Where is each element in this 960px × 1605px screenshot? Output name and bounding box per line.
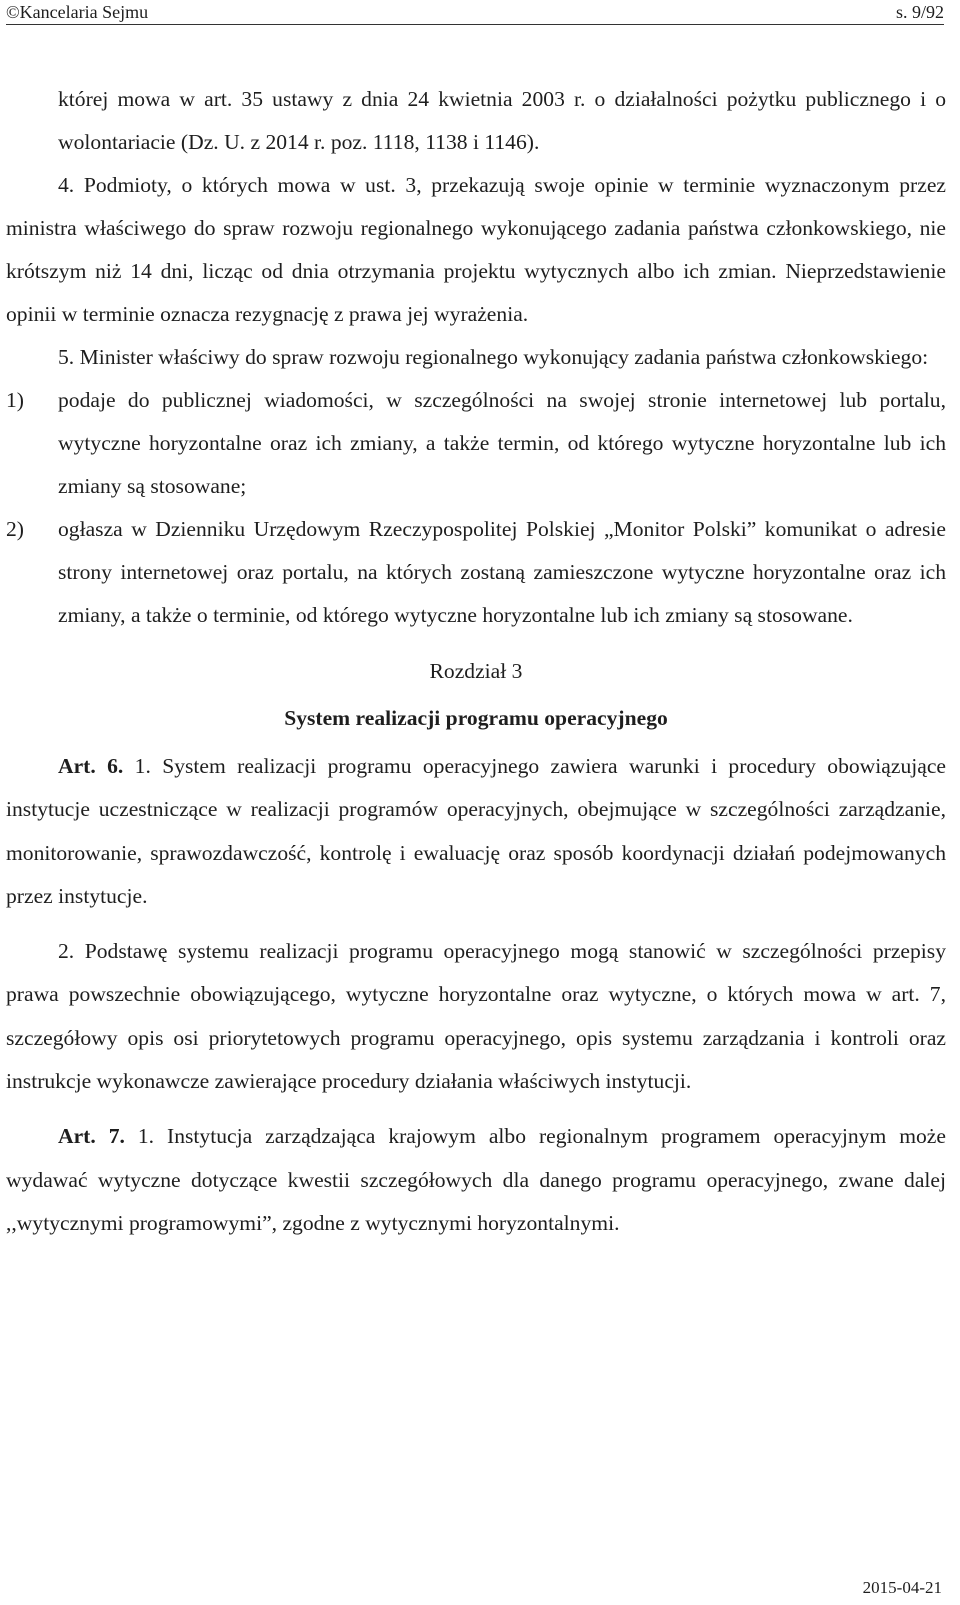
article-6-paragraph-2: 2. Podstawę systemu realizacji programu operacyjnego mogą stanowić w szczególności przepisy prawa powszechnie obowiązującego, wytyczne horyzontalne oraz wytyczne, o których mowa w art. 7, szczegółowy opis osi priorytetowych programu operacyjnego, opis systemu zarządzania i kontroli oraz instrukcje wykonawcze zawierające procedury działania właściwych instytucji. [6,939,946,1094]
paragraph-continuation: której mowa w art. 35 ustawy z dnia 24 kwietnia 2003 r. o działalności pożytku publicznego i o wolontariacie (Dz. U. z 2014 r. poz. 1118, 1138 i 1146). [58,87,946,154]
header-source: ©Kancelaria Sejmu [6,2,149,22]
article-7-paragraph-1 [6,1115,946,1245]
list-item [6,379,946,508]
article-7-text-1: 1. Instytucja zarządzająca krajowym albo regionalnym programem operacyjnym może wydawać wytyczne dotyczące kwestii szczegółowych dla danego programu operacyjnego, zwane dalej ,,wytycznymi programowymi”, zgodne z wytycznymi horyzontalnymi. [6,1124,946,1235]
footer-date: 2015-04-21 [862,1578,942,1597]
paragraph-4: 4. Podmioty, o których mowa w ust. 3, przekazują swoje opinie w terminie wyznaczonym przez ministra właściwego do spraw rozwoju regionalnego wykonującego zadania państwa członkowskiego, nie krótszym niż 14 dni, licząc od dnia otrzymania projektu wytycznych albo ich zmian. Nieprzedstawienie opinii w terminie oznacza rezygnację z prawa jej wyrażenia. [6,173,946,326]
article-7-heading: Art. 7. [58,1124,125,1149]
document-body [6,78,946,1245]
list-text: ogłasza w Dzienniku Urzędowym Rzeczypospolitej Polskiej „Monitor Polski” komunikat o adresie strony internetowej oraz portalu, na których zostaną zamieszczone wytyczne horyzontalne oraz ich zmiany, a także o terminie, od którego wytyczne horyzontalne lub ich zmiany są stosowane. [58,517,946,627]
list-text: podaje do publicznej wiadomości, w szczególności na swojej stronie internetowej lub portalu, wytyczne horyzontalne oraz ich zmiany, a także termin, od którego wytyczne horyzontalne lub ich zmiany są stosowane; [58,388,946,498]
list-number: 1) [6,388,24,412]
list-item [6,508,946,637]
header-rule [6,24,944,25]
page-number: s. 9/92 [895,2,944,22]
chapter-number: Rozdział 3 [429,659,523,683]
list-number: 2) [6,517,24,541]
paragraph-5: 5. Minister właściwy do spraw rozwoju regionalnego wykonujący zadania państwa członkowskiego: [58,345,929,369]
article-6-heading: Art. 6. [58,754,124,778]
page-header [0,0,960,26]
article-6-paragraph-1 [6,745,946,918]
article-6-text-1: 1. System realizacji programu operacyjnego zawiera warunki i procedury obowiązujące instytucje uczestniczące w realizacji programów operacyjnych, obejmujące w szczególności zarządzanie, monitorowanie, sprawozdawczość, kontrolę i ewaluację oraz sposób koordynacji działań podejmowanych przez instytucje. [6,754,946,908]
chapter-title: System realizacji programu operacyjnego [284,706,668,730]
